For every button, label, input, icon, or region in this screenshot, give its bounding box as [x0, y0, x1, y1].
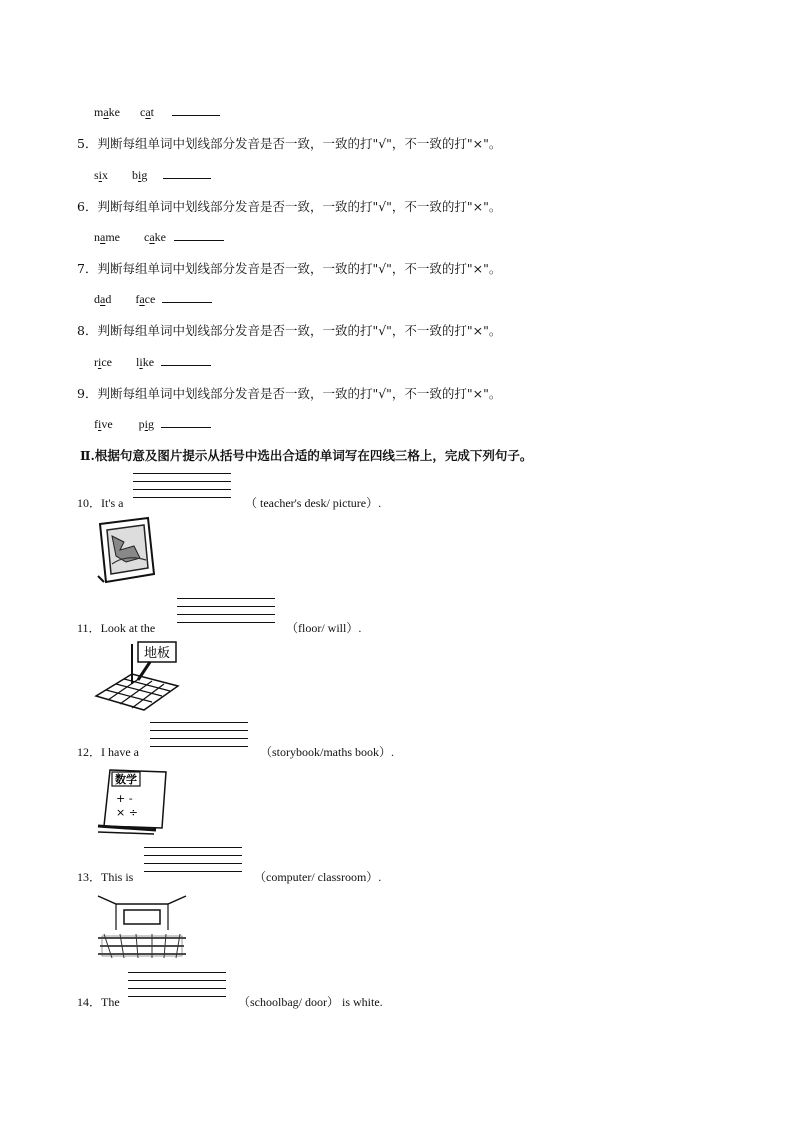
answer-blank[interactable] — [162, 291, 212, 303]
sentence-lead: It's a — [101, 496, 124, 510]
question-instruction: 判断每组单词中划线部分发音是否一致，一致的打"√"，不一致的打"×"。 — [97, 386, 502, 401]
underlined-letter: a — [145, 105, 151, 119]
book-label: 数学 — [115, 773, 137, 786]
answer-blank[interactable] — [163, 167, 211, 179]
question-number: 5． — [77, 136, 98, 151]
sentence-11 — [77, 619, 155, 636]
options-12: （storybook/maths book）. — [260, 745, 394, 759]
four-line-grid-10[interactable] — [133, 473, 231, 505]
picture-frame-image — [96, 516, 158, 584]
answer-blank[interactable] — [174, 229, 224, 241]
sentence-lead: Look at the — [100, 621, 156, 635]
answer-blank[interactable] — [161, 416, 211, 428]
question-number: 14． — [77, 995, 102, 1009]
word-pair-top — [94, 104, 220, 120]
sentence-lead: The — [101, 995, 120, 1009]
question-instruction: 判断每组单词中划线部分发音是否一致，一致的打"√"，不一致的打"×"。 — [97, 136, 502, 151]
word-pair-7: dad face — [94, 291, 212, 307]
section-2-title: Ⅱ.根据句意及图片提示从括号中选出合适的单词写在四线三格上，完成下列句子。 — [80, 448, 533, 463]
word-pair-6: name cake — [94, 229, 224, 245]
question-5 — [77, 134, 501, 152]
question-number: 13． — [77, 870, 102, 884]
question-number: 10． — [77, 496, 102, 510]
sentence-10 — [77, 494, 124, 511]
options-10: （ teacher's desk/ picture）. — [245, 496, 382, 510]
times-sign: × ÷ — [116, 806, 138, 819]
question-6 — [77, 197, 501, 215]
floor-image — [94, 640, 180, 712]
word: ke — [108, 105, 120, 119]
question-number: 7． — [77, 261, 98, 276]
question-8 — [77, 321, 501, 339]
four-line-grid-11[interactable] — [177, 598, 275, 630]
options-14: （schoolbag/ door） is white. — [238, 995, 383, 1009]
question-9 — [77, 384, 501, 402]
options-11: （floor/ will）. — [286, 621, 362, 635]
four-line-grid-13[interactable] — [144, 847, 242, 879]
sentence-lead: I have a — [101, 745, 139, 759]
question-instruction: 判断每组单词中划线部分发音是否一致，一致的打"√"，不一致的打"×"。 — [97, 323, 502, 338]
four-line-grid-14[interactable] — [128, 972, 226, 1004]
word: c — [140, 105, 146, 119]
word: t — [150, 105, 154, 119]
sentence-14 — [77, 993, 120, 1010]
options-13: （computer/ classroom）. — [254, 870, 382, 884]
classroom-image — [96, 894, 188, 960]
sentence-13 — [77, 868, 133, 885]
four-line-grid-12[interactable] — [150, 722, 248, 754]
sentence-lead: This is — [101, 870, 134, 884]
question-instruction: 判断每组单词中划线部分发音是否一致，一致的打"√"，不一致的打"×"。 — [97, 199, 502, 214]
word-pair-8: rice like — [94, 354, 211, 370]
answer-blank[interactable] — [172, 104, 220, 116]
plus-sign: + - — [116, 792, 133, 805]
floor-label: 地板 — [143, 646, 171, 661]
question-number: 6． — [77, 199, 98, 214]
word-pair-9: five pig — [94, 416, 211, 432]
answer-blank[interactable] — [161, 354, 211, 366]
question-number: 12． — [77, 745, 102, 759]
word-pair-5: six big — [94, 167, 211, 183]
question-number: 11． — [77, 621, 101, 635]
sentence-12 — [77, 743, 139, 760]
question-instruction: 判断每组单词中划线部分发音是否一致，一致的打"√"，不一致的打"×"。 — [97, 261, 502, 276]
question-number: 8． — [77, 323, 98, 338]
question-number: 9． — [77, 386, 98, 401]
word: m — [94, 105, 104, 119]
underlined-letter: a — [103, 105, 109, 119]
maths-book-image — [96, 766, 170, 836]
question-7 — [77, 259, 501, 277]
